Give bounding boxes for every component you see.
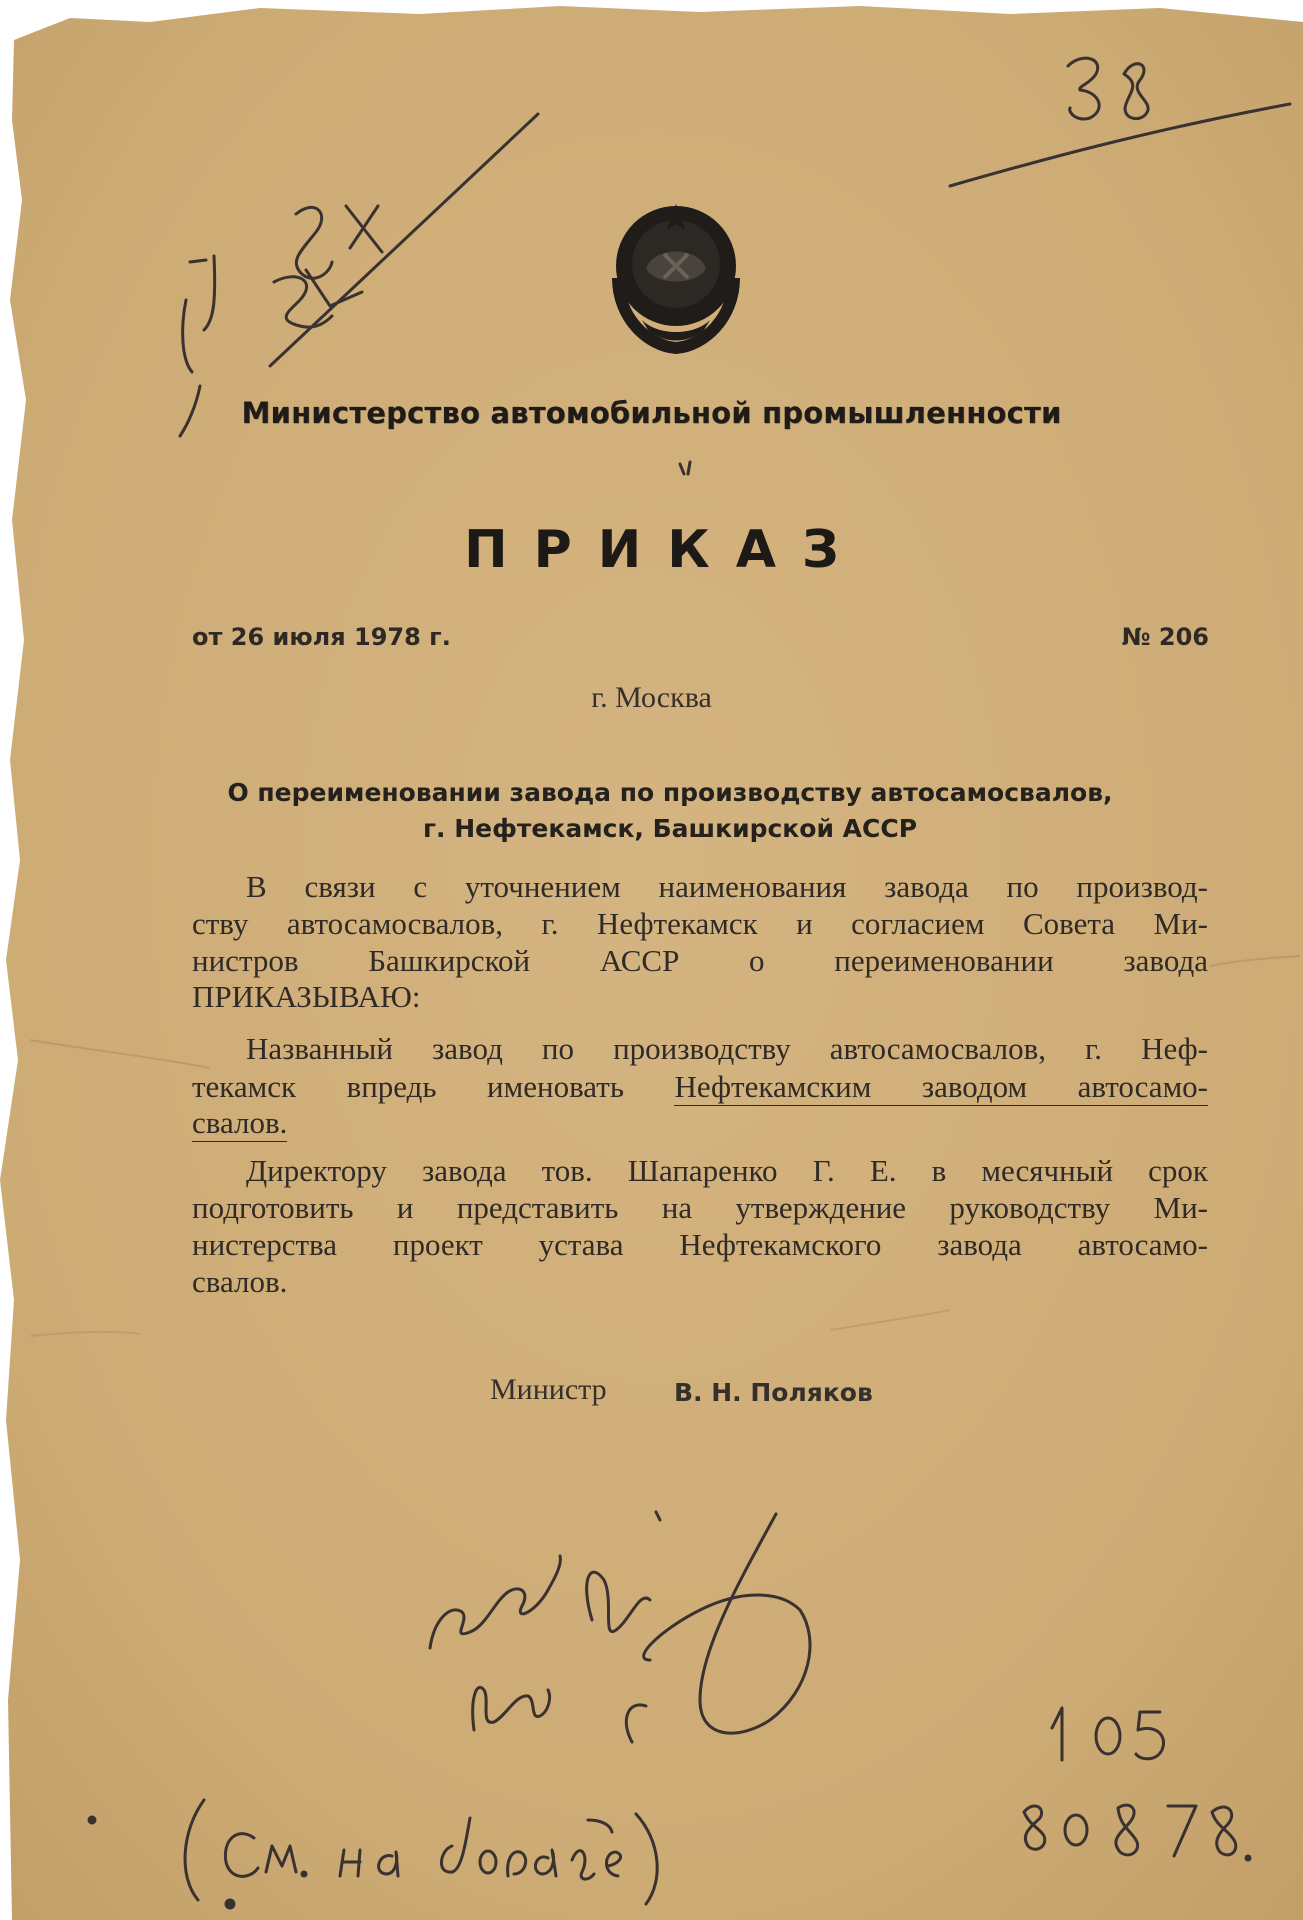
signature-name: В. Н. Поляков	[674, 1378, 873, 1407]
order-title: ПРИКАЗ	[464, 520, 865, 580]
new-plant-name: Нефтекамским заводом автосамо-	[674, 1069, 1208, 1106]
order-city: г. Москва	[591, 681, 712, 714]
paragraph-1-line-1: В связи с уточнением наименования завода по производ-	[246, 869, 1208, 904]
paragraph-1-line-2: ству автосамосвалов, г. Нефтекамск и согласием Совета Ми-	[192, 906, 1208, 941]
paragraph-3-line-1: Директору завода тов. Шапаренко Г. Е. в месячный срок	[246, 1153, 1208, 1188]
paragraph-3-line-4: свалов.	[192, 1264, 288, 1299]
signature-title: Министр	[490, 1373, 607, 1406]
paragraph-1-line-3: нистров Башкирской АССР о переименовании завода	[192, 943, 1208, 978]
subject-line-2: г. Нефтекамск, Башкирской АССР	[422, 814, 918, 843]
paragraph-2-line-3	[192, 1104, 1208, 1142]
ministry-name: Министерство автомобильной промышленности	[241, 396, 1062, 430]
new-plant-name-end: свалов.	[192, 1105, 287, 1142]
state-emblem	[598, 198, 754, 358]
paragraph-2-line-1: Названный завод по производству автосамосвалов, г. Неф-	[246, 1031, 1208, 1066]
paragraph-2-line-2	[192, 1068, 1208, 1106]
subject-line-1: О переименовании завода по производству автосамосвалов,	[227, 778, 1113, 807]
order-number: № 206	[1121, 623, 1209, 651]
paragraph-3-line-2: подготовить и представить на утверждение руководству Ми-	[192, 1190, 1208, 1225]
order-date: от 26 июля 1978 г.	[192, 623, 451, 651]
paragraph-3-line-3: нистерства проект устава Нефтекамского завода автосамо-	[192, 1227, 1208, 1262]
paragraph-1-line-4: ПРИКАЗЫВАЮ:	[192, 979, 421, 1014]
paragraph-2-line-2-text: текамск впредь именовать	[192, 1069, 675, 1104]
